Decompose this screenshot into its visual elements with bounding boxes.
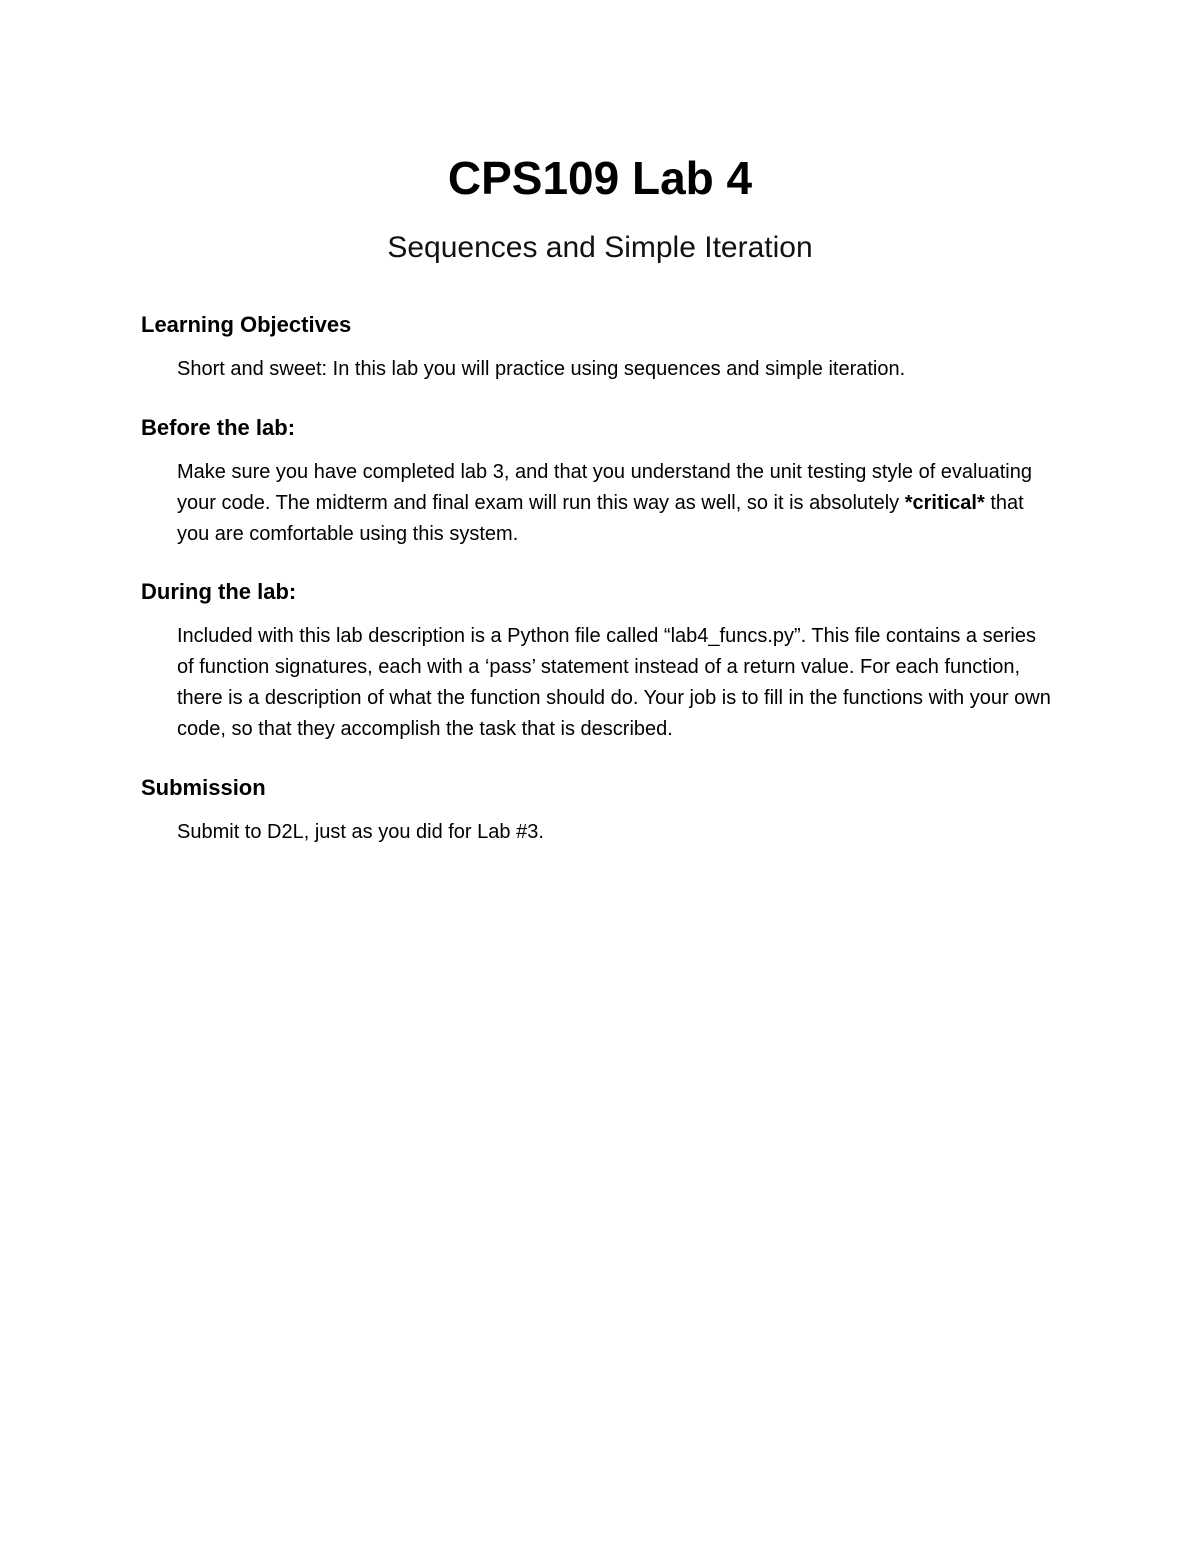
section-body-submission: Submit to D2L, just as you did for Lab #3. <box>177 821 544 843</box>
section-body-during-the-lab: Included with this lab description is a Python file called “lab4_funcs.py”. This file contains a series of function signatures, each with a ‘pass’ statement instead of a return value. For each function, there is a description of what the function should do. Your job is to fill in the functions with your own code, so that they accomplish the task that is described. <box>177 625 1051 740</box>
section-body-learning-objectives: Short and sweet: In this lab you will practice using sequences and simple iteration. <box>177 358 906 380</box>
section-heading-during-the-lab: During the lab: <box>141 579 297 604</box>
before-lab-text-end: that you are comfortable using this system. <box>177 492 1024 545</box>
section-body-before-the-lab <box>177 457 1057 550</box>
critical-emphasis: *critical* <box>904 492 985 514</box>
section-heading-before-the-lab: Before the lab: <box>141 415 296 440</box>
section-heading-submission: Submission <box>141 775 266 800</box>
document-title: CPS109 Lab 4 <box>447 152 753 204</box>
section-heading-learning-objectives: Learning Objectives <box>141 312 352 337</box>
before-lab-text-start: Make sure you have completed lab 3, and that you understand the unit testing style of evaluating your code. The midterm and final exam will run this way as well, so it is absolutely <box>177 461 1032 514</box>
document-subtitle: Sequences and Simple Iteration <box>387 231 813 264</box>
